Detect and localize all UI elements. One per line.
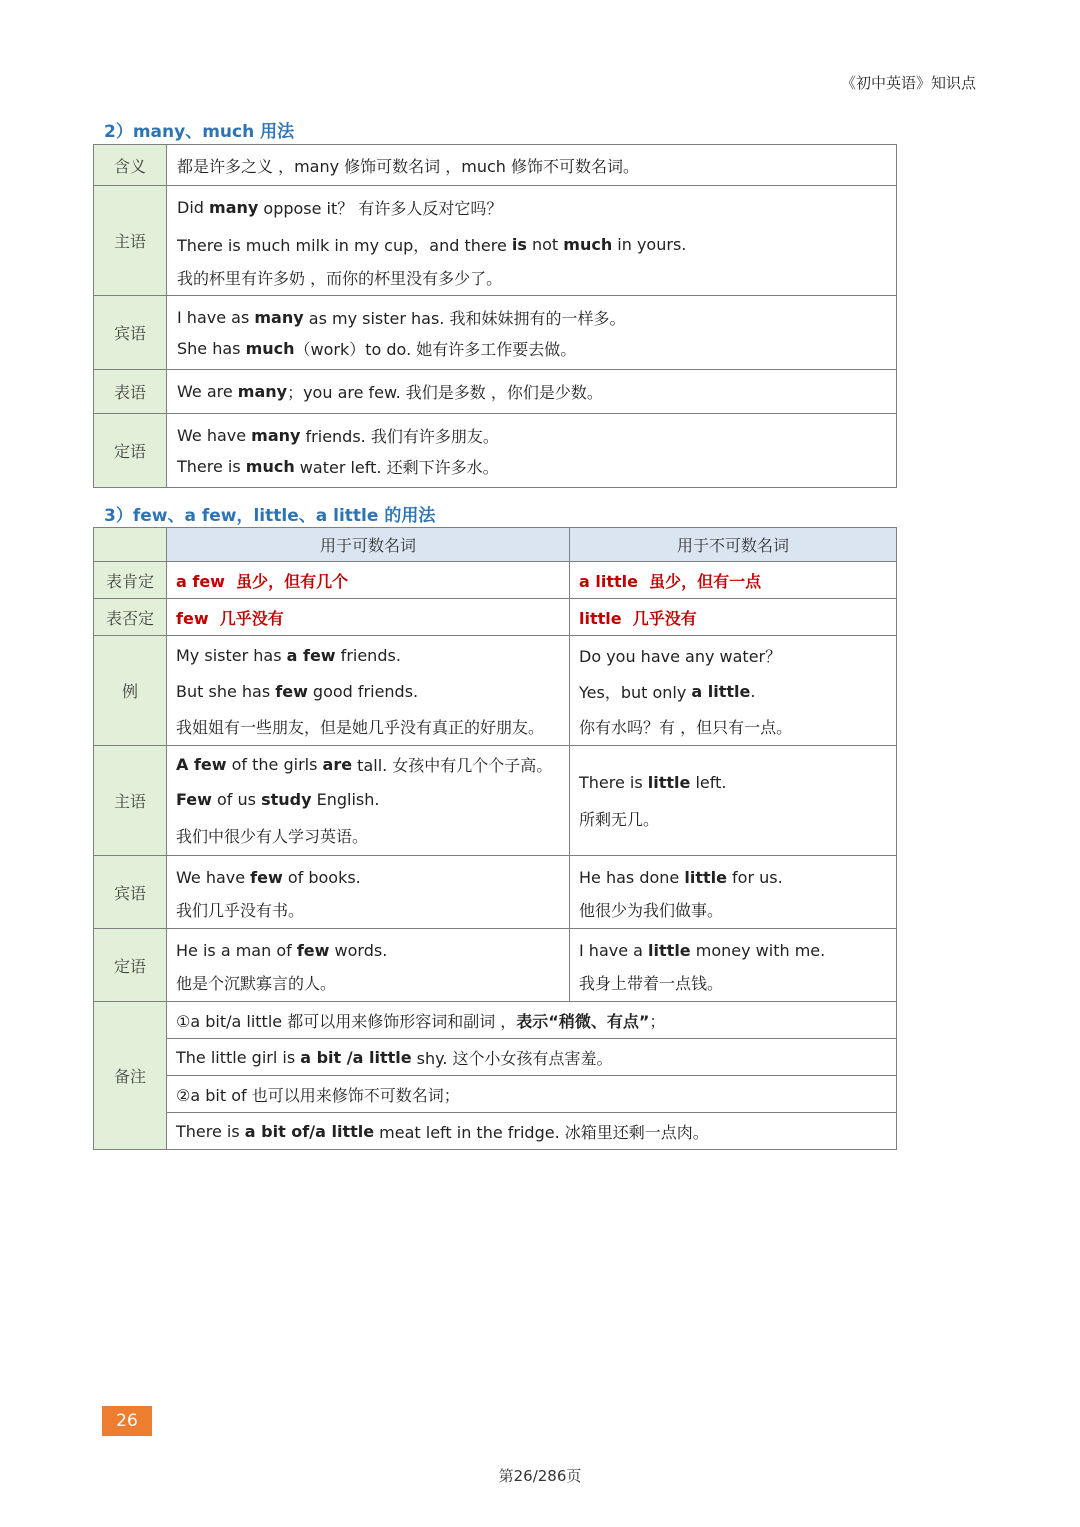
countable-cell: [167, 929, 570, 1002]
row-label: 表语: [94, 370, 167, 414]
column-header-countable: 用于可数名词: [167, 528, 570, 562]
row-label: 含义: [94, 145, 167, 186]
row-content: [167, 186, 897, 296]
text-segment: for us.: [726, 867, 783, 887]
uncountable-cell: [570, 636, 897, 746]
text-segment: She has: [177, 339, 246, 358]
content-line: [176, 860, 559, 894]
text-segment: There is: [177, 457, 246, 476]
text-segment: English.: [311, 790, 380, 809]
text-segment: in yours.: [612, 235, 687, 254]
page-footer: 第26/286页: [498, 1467, 582, 1485]
text-segment: left.: [690, 773, 727, 792]
bold-text: a few: [286, 646, 336, 665]
text-segment: 我的杯里有许多奶 ，而你的杯里没有多少了。: [177, 269, 503, 288]
text-segment: oppose it？ 有许多人反对它吗？: [258, 199, 503, 218]
content-line: [579, 860, 886, 894]
content-line: [176, 933, 559, 967]
bold-text: little: [648, 940, 691, 960]
table-row: [94, 414, 897, 488]
column-header-uncountable: 用于不可数名词: [570, 528, 897, 562]
text-segment: 都是许多之义 ，many 修饰可数名词 ，much 修饰不可数名词。: [177, 156, 640, 176]
content-line: [176, 747, 559, 783]
row-content: [167, 145, 897, 186]
bold-text: a bit of/a little: [244, 1121, 375, 1141]
content-line: [176, 569, 559, 592]
text-segment: 他是个沉默寡言的人。: [176, 973, 337, 993]
bold-text: many: [254, 308, 304, 327]
content-line: [579, 894, 886, 924]
highlight-text: a few 虽少，但有几个: [176, 571, 349, 591]
row-label: 定语: [94, 414, 167, 488]
text-segment: words.: [329, 940, 388, 960]
uncountable-cell: [570, 746, 897, 856]
bold-text: study: [261, 790, 312, 809]
text-segment: There is: [176, 1121, 245, 1141]
row-label: 主语: [94, 746, 167, 856]
text-segment: friends.: [335, 646, 401, 665]
text-segment: We have: [176, 867, 251, 887]
content-line: [579, 709, 886, 745]
table-row: [94, 1076, 897, 1113]
bold-text: little: [684, 867, 727, 887]
document-header-title: 《初中英语》知识点: [840, 74, 976, 92]
table-header-row: [94, 528, 897, 562]
row-label: 备注: [94, 1002, 167, 1150]
row-label: 例: [94, 636, 167, 746]
table-row: [94, 1039, 897, 1076]
bold-text: few: [275, 682, 308, 701]
text-segment: Yes，but only: [579, 683, 692, 702]
note-cell: [167, 1039, 897, 1076]
content-line: [579, 675, 886, 709]
table-row: [94, 1113, 897, 1150]
table-row: [94, 296, 897, 370]
text-segment: of the girls: [226, 755, 323, 774]
text-segment: ；: [649, 1011, 666, 1031]
text-segment: meat left in the fridge. 冰箱里还剩一点肉。: [374, 1122, 709, 1142]
content-line: [177, 452, 886, 482]
highlight-text: few 几乎没有: [176, 608, 284, 628]
text-segment: But she has: [176, 682, 276, 701]
content-line: [176, 637, 559, 675]
note-cell: [167, 1002, 897, 1039]
table-row: [94, 145, 897, 186]
text-segment: Do you have any water？: [579, 647, 782, 666]
text-segment: water left. 还剩下许多水。: [294, 458, 499, 477]
table-row: [94, 636, 897, 746]
highlight-text: little 几乎没有: [579, 608, 697, 628]
content-line: [177, 302, 886, 334]
note-cell: [167, 1076, 897, 1113]
content-line: [176, 894, 559, 924]
text-segment: （work）to do. 她有许多工作要去做。: [294, 340, 577, 359]
text-segment: 我们中很少有人学习英语。: [176, 827, 369, 846]
bold-text: much: [245, 339, 295, 358]
text-segment: 所剩无几。: [579, 810, 660, 829]
bold-text: Few: [176, 790, 212, 809]
content-line: [177, 145, 886, 185]
text-segment: He is a man of: [176, 940, 297, 960]
bold-text: is: [511, 235, 527, 254]
table-row: [94, 599, 897, 636]
content-line: [579, 801, 886, 837]
bold-text: few: [296, 940, 330, 960]
text-segment: of us: [211, 790, 262, 809]
table-row: [94, 370, 897, 414]
countable-cell: [167, 599, 570, 636]
content-line: [177, 420, 886, 452]
content-line: [579, 933, 886, 967]
table-row: [94, 562, 897, 599]
highlight-text: a little 虽少，但有一点: [579, 571, 762, 591]
text-segment: I have as: [177, 308, 255, 327]
text-segment: 我们几乎没有书。: [176, 900, 305, 920]
bold-text: a bit /a little: [300, 1047, 412, 1067]
text-segment: shy. 这个小女孩有点害羞。: [411, 1048, 613, 1068]
bold-text: little: [647, 773, 691, 792]
uncountable-cell: [570, 562, 897, 599]
content-line: [579, 637, 886, 675]
content-line: [579, 606, 886, 629]
content-line: [177, 263, 886, 293]
bold-text: many: [209, 198, 259, 217]
row-label: 宾语: [94, 856, 167, 929]
table-row: [94, 186, 897, 296]
text-segment: 你有水吗？有 ，但只有一点。: [579, 718, 793, 737]
content-line: [176, 709, 559, 745]
content-line: [579, 967, 886, 997]
content-line: [176, 1046, 886, 1069]
text-segment: ②a bit of 也可以用来修饰不可数名词；: [176, 1085, 460, 1105]
text-segment: 我姐姐有一些朋友，但是她几乎没有真正的好朋友。: [176, 718, 545, 737]
text-segment: ①a bit/a little 都可以用来修饰形容词和副词 ，: [176, 1011, 517, 1031]
row-content: [167, 414, 897, 488]
content-line: [176, 1083, 886, 1106]
content-line: [176, 1009, 886, 1032]
content-line: [177, 227, 886, 263]
bold-text: many: [251, 426, 301, 445]
text-segment: The little girl is: [176, 1047, 301, 1067]
section-title-few-little: 3）few、a few，little、a little 的用法: [104, 506, 436, 526]
few-little-table: [93, 527, 897, 1150]
text-segment: 我身上带着一点钱。: [579, 973, 724, 993]
text-segment: 他很少为我们做事。: [579, 900, 724, 920]
uncountable-cell: [570, 599, 897, 636]
content-line: [177, 189, 886, 227]
content-line: [177, 372, 886, 412]
many-much-table: [93, 144, 897, 488]
text-segment: We are: [177, 382, 238, 401]
bold-text: much: [245, 457, 295, 476]
row-label: 表肯定: [94, 562, 167, 599]
content-line: [177, 334, 886, 364]
text-segment: My sister has: [176, 646, 287, 665]
text-segment: money with me.: [690, 940, 826, 960]
content-line: [176, 783, 559, 817]
bold-text: many: [237, 382, 288, 401]
content-line: [176, 1120, 886, 1143]
section-title-many-much: 2）many、much 用法: [104, 122, 295, 142]
content-line: [176, 967, 559, 997]
countable-cell: [167, 562, 570, 599]
row-label: 定语: [94, 929, 167, 1002]
uncountable-cell: [570, 929, 897, 1002]
table-row: [94, 856, 897, 929]
content-line: [579, 569, 886, 592]
text-segment: good friends.: [307, 682, 419, 701]
text-segment: There is: [579, 773, 648, 792]
content-line: [176, 817, 559, 855]
text-segment: ；you are few. 我们是多数 ，你们是少数。: [287, 383, 603, 402]
uncountable-cell: [570, 856, 897, 929]
text-segment: friends. 我们有许多朋友。: [300, 427, 499, 446]
text-segment: of books.: [282, 867, 361, 887]
text-segment: We have: [177, 426, 252, 445]
row-label: 主语: [94, 186, 167, 296]
content-line: [176, 675, 559, 709]
text-segment: as my sister has. 我和妹妹拥有的一样多。: [303, 309, 626, 328]
text-segment: There is much milk in my cup，and there: [177, 236, 512, 255]
text-segment: He has done: [579, 867, 685, 887]
row-label: 表否定: [94, 599, 167, 636]
bold-text: much: [563, 235, 613, 254]
text-segment: tall. 女孩中有几个个子高。: [352, 756, 553, 775]
content-line: [176, 606, 559, 629]
countable-cell: [167, 746, 570, 856]
table-row: [94, 1002, 897, 1039]
countable-cell: [167, 636, 570, 746]
text-segment: not: [526, 235, 564, 254]
page-number-badge: 26: [102, 1406, 152, 1436]
bold-text: A few: [176, 755, 227, 774]
bold-text: 表示“稍微、有点”: [516, 1011, 650, 1031]
countable-cell: [167, 856, 570, 929]
bold-text: a little: [691, 682, 751, 701]
text-segment: I have a: [579, 940, 649, 960]
content-line: [579, 765, 886, 801]
row-label: 宾语: [94, 296, 167, 370]
header-blank-cell: [94, 528, 167, 562]
note-cell: [167, 1113, 897, 1150]
text-segment: .: [750, 682, 756, 701]
bold-text: are: [322, 755, 353, 774]
table-row: [94, 929, 897, 1002]
row-content: [167, 296, 897, 370]
row-content: [167, 370, 897, 414]
table-row: [94, 746, 897, 856]
text-segment: Did: [177, 198, 210, 217]
bold-text: few: [250, 867, 283, 887]
